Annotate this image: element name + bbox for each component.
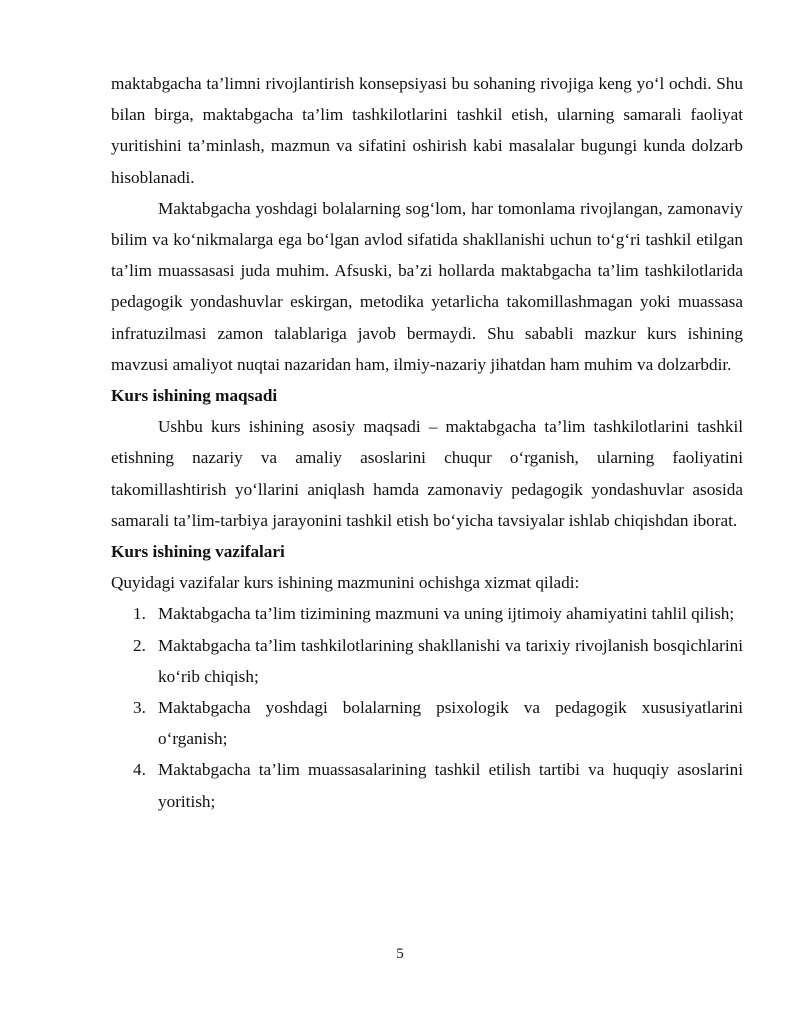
list-item-text: Maktabgacha ta’lim tashkilotlarining shakllanishi va tarixiy rivojlanish bosqichlarini ko‘rib chiqish;: [158, 635, 743, 686]
list-item-number: 4.: [133, 760, 146, 780]
page-number: 5: [396, 946, 404, 962]
section-heading-tasks: Kurs ishining vazifalari: [111, 542, 285, 562]
list-item-number: 3.: [133, 698, 146, 718]
list-item-text: Maktabgacha ta’lim muassasalarining tashkil etilish tartibi va huquqiy asoslarini yoritish;: [158, 760, 743, 811]
list-item: [111, 598, 743, 629]
list-item: [111, 630, 743, 692]
body-paragraph: maktabgacha ta’limni rivojlantirish konsepsiyasi bu sohaning rivojiga keng yo‘l ochdi. Shu bilan birga, maktabgacha ta’lim tashkilotlarini tashkil etish, ularning samarali faoliyat yuritishini ta’minlash, mazmun va sifatini oshirish kabi masalalar bugungi kunda dolzarb hisoblanadi.: [111, 74, 743, 187]
body-paragraph: Maktabgacha yoshdagi bolalarning sog‘lom, har tomonlama rivojlangan, zamonaviy bilim va ko‘nikmalarga ega bo‘lgan avlod sifatida shakllanishi uchun to‘g‘ri tashkil etilgan ta’lim muassasasi juda muhim. Afsuski, ba’zi hollarda maktabgacha ta’lim tashkilotlarida pedagogik yondashuvlar eskirgan, metodika yetarlicha takomillashmagan yoki muassasa infratuzilmasi zamon talablariga javob bermaydi. Shu sababli mazkur kurs ishining mavzusi amaliyot nuqtai nazaridan ham, ilmiy-nazariy jihatdan ham muhim va dolzarbdir.: [111, 198, 743, 374]
tasks-list: [111, 598, 743, 816]
document-page: [111, 68, 743, 817]
list-item-number: 1.: [133, 604, 146, 624]
goal-paragraph: Ushbu kurs ishining asosiy maqsadi – maktabgacha ta’lim tashkilotlarini tashkil etishning nazariy va amaliy asoslarini chuqur o‘rganish, ularning faoliyatini takomillashtirish yo‘llarini aniqlash hamda zamonaviy pedagogik yondashuvlar asosida samarali ta’lim-tarbiya jarayonini tashkil etish bo‘yicha tavsiyalar ishlab chiqishdan iborat.: [111, 417, 743, 530]
list-item: [111, 754, 743, 816]
list-item-text: Maktabgacha ta’lim tizimining mazmuni va uning ijtimoiy ahamiyatini tahlil qilish;: [158, 604, 735, 624]
tasks-intro: Quyidagi vazifalar kurs ishining mazmunini ochishga xizmat qiladi:: [111, 573, 580, 593]
list-item-text: Maktabgacha yoshdagi bolalarning psixologik va pedagogik xususiyatlarini o‘rganish;: [158, 698, 743, 749]
list-item: [111, 692, 743, 754]
section-heading-goal: Kurs ishining maqsadi: [111, 386, 278, 406]
list-item-number: 2.: [133, 635, 146, 655]
